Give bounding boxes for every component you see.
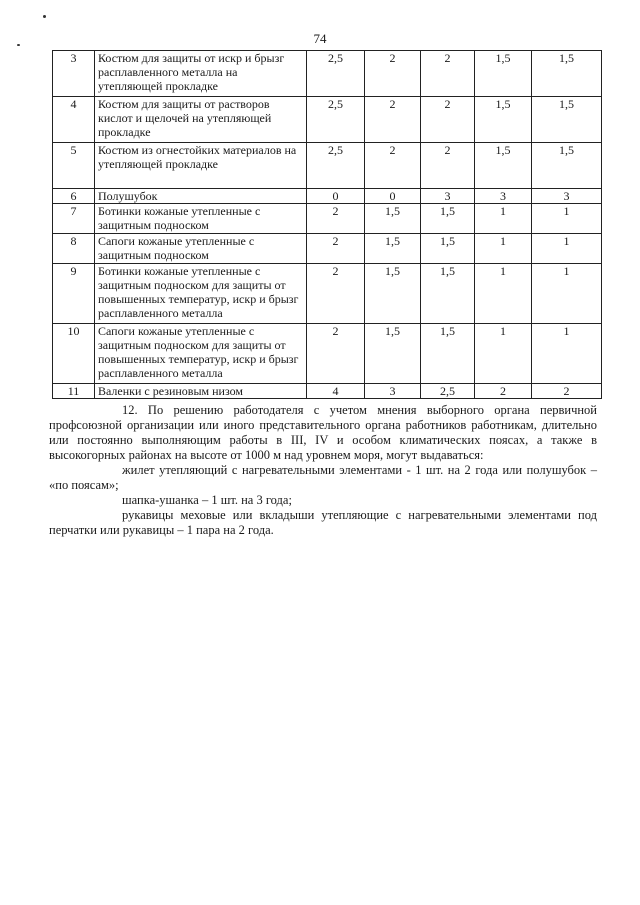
norm-value: 2 <box>365 97 421 143</box>
row-number: 7 <box>53 204 95 234</box>
table-row <box>53 234 602 264</box>
norm-value: 2 <box>475 384 532 399</box>
norm-value: 2 <box>365 143 421 189</box>
list-item: рукавицы меховые или вкладыши утепляющие с нагревательными элементами под перчатки или рукавицы – 1 пара на 2 года. <box>49 508 597 537</box>
item-name: Ботинки кожаные утепленные с защитным подноском для защиты от повышенных температур, искр и брызг расплавленного металла <box>95 264 307 324</box>
norm-value: 4 <box>307 384 365 399</box>
norm-value: 1 <box>532 324 602 384</box>
table-row <box>53 189 602 204</box>
norm-value: 1,5 <box>421 324 475 384</box>
table-row <box>53 264 602 324</box>
norm-value: 1,5 <box>421 204 475 234</box>
norm-value: 2 <box>421 51 475 97</box>
norm-value: 1,5 <box>421 264 475 324</box>
clause-12 <box>49 403 597 538</box>
norm-value: 3 <box>475 189 532 204</box>
item-name: Костюм из огнестойких материалов на утепляющей прокладке <box>95 143 307 189</box>
row-number: 8 <box>53 234 95 264</box>
table-row <box>53 324 602 384</box>
norm-value: 1 <box>532 204 602 234</box>
norm-value: 2 <box>307 324 365 384</box>
row-number: 4 <box>53 97 95 143</box>
norm-value: 2 <box>421 143 475 189</box>
row-number: 5 <box>53 143 95 189</box>
item-name: Сапоги кожаные утепленные с защитным подноском <box>95 234 307 264</box>
norm-value: 1,5 <box>365 324 421 384</box>
scan-speck <box>43 15 46 18</box>
list-item: жилет утепляющий с нагревательными элементами - 1 шт. на 2 года или полушубок – «по поясам»; <box>49 463 597 492</box>
norm-value: 2 <box>307 204 365 234</box>
norm-value: 0 <box>365 189 421 204</box>
norm-value: 1,5 <box>421 234 475 264</box>
norm-value: 3 <box>365 384 421 399</box>
norm-value: 2 <box>307 234 365 264</box>
row-number: 6 <box>53 189 95 204</box>
row-number: 11 <box>53 384 95 399</box>
row-number: 9 <box>53 264 95 324</box>
item-name: Костюм для защиты от искр и брызг расплавленного металла на утепляющей прокладке <box>95 51 307 97</box>
paragraph-12: 12. По решению работодателя с учетом мнения выборного органа первичной профсоюзной организации или иного представительного органа работников работникам, длительно или постоянно выполняющим работы в III, IV и особом климатических поясах, а также в высокогорных районах на высоте от 1000 м над уровнем моря, могут выдаваться: <box>49 403 597 462</box>
table-row <box>53 204 602 234</box>
norm-value: 2 <box>307 264 365 324</box>
norm-value: 2 <box>365 51 421 97</box>
item-name: Костюм для защиты от растворов кислот и щелочей на утепляющей прокладке <box>95 97 307 143</box>
item-name: Ботинки кожаные утепленные с защитным подноском <box>95 204 307 234</box>
norm-value: 2,5 <box>307 143 365 189</box>
page-number: 74 <box>313 31 327 46</box>
norm-value: 1 <box>475 234 532 264</box>
norm-value: 0 <box>307 189 365 204</box>
norm-value: 1,5 <box>365 204 421 234</box>
norm-value: 2,5 <box>421 384 475 399</box>
norm-value: 3 <box>421 189 475 204</box>
table-row <box>53 97 602 143</box>
list-item: шапка-ушанка – 1 шт. на 3 года; <box>122 493 292 507</box>
norm-value: 1 <box>532 264 602 324</box>
table-row <box>53 51 602 97</box>
norm-value: 1 <box>475 264 532 324</box>
norm-value: 1,5 <box>532 51 602 97</box>
table-row <box>53 143 602 189</box>
norm-value: 1,5 <box>475 143 532 189</box>
table-row <box>53 384 602 399</box>
norm-value: 1 <box>532 234 602 264</box>
norm-value: 2,5 <box>307 51 365 97</box>
item-name: Сапоги кожаные утепленные с защитным подноском для защиты от повышенных температур, искр и брызг расплавленного металла <box>95 324 307 384</box>
norm-value: 1 <box>475 324 532 384</box>
norm-value: 1,5 <box>532 143 602 189</box>
norm-value: 1,5 <box>532 97 602 143</box>
norm-value: 2 <box>532 384 602 399</box>
item-name: Валенки с резиновым низом <box>95 384 307 399</box>
row-number: 10 <box>53 324 95 384</box>
norm-value: 1 <box>475 204 532 234</box>
item-name: Полушубок <box>95 189 307 204</box>
norm-value: 2 <box>421 97 475 143</box>
norm-value: 1,5 <box>365 264 421 324</box>
norms-table <box>52 50 602 399</box>
norm-value: 1,5 <box>475 97 532 143</box>
norm-value: 1,5 <box>365 234 421 264</box>
norm-value: 3 <box>532 189 602 204</box>
norm-value: 2,5 <box>307 97 365 143</box>
norm-value: 1,5 <box>475 51 532 97</box>
row-number: 3 <box>53 51 95 97</box>
